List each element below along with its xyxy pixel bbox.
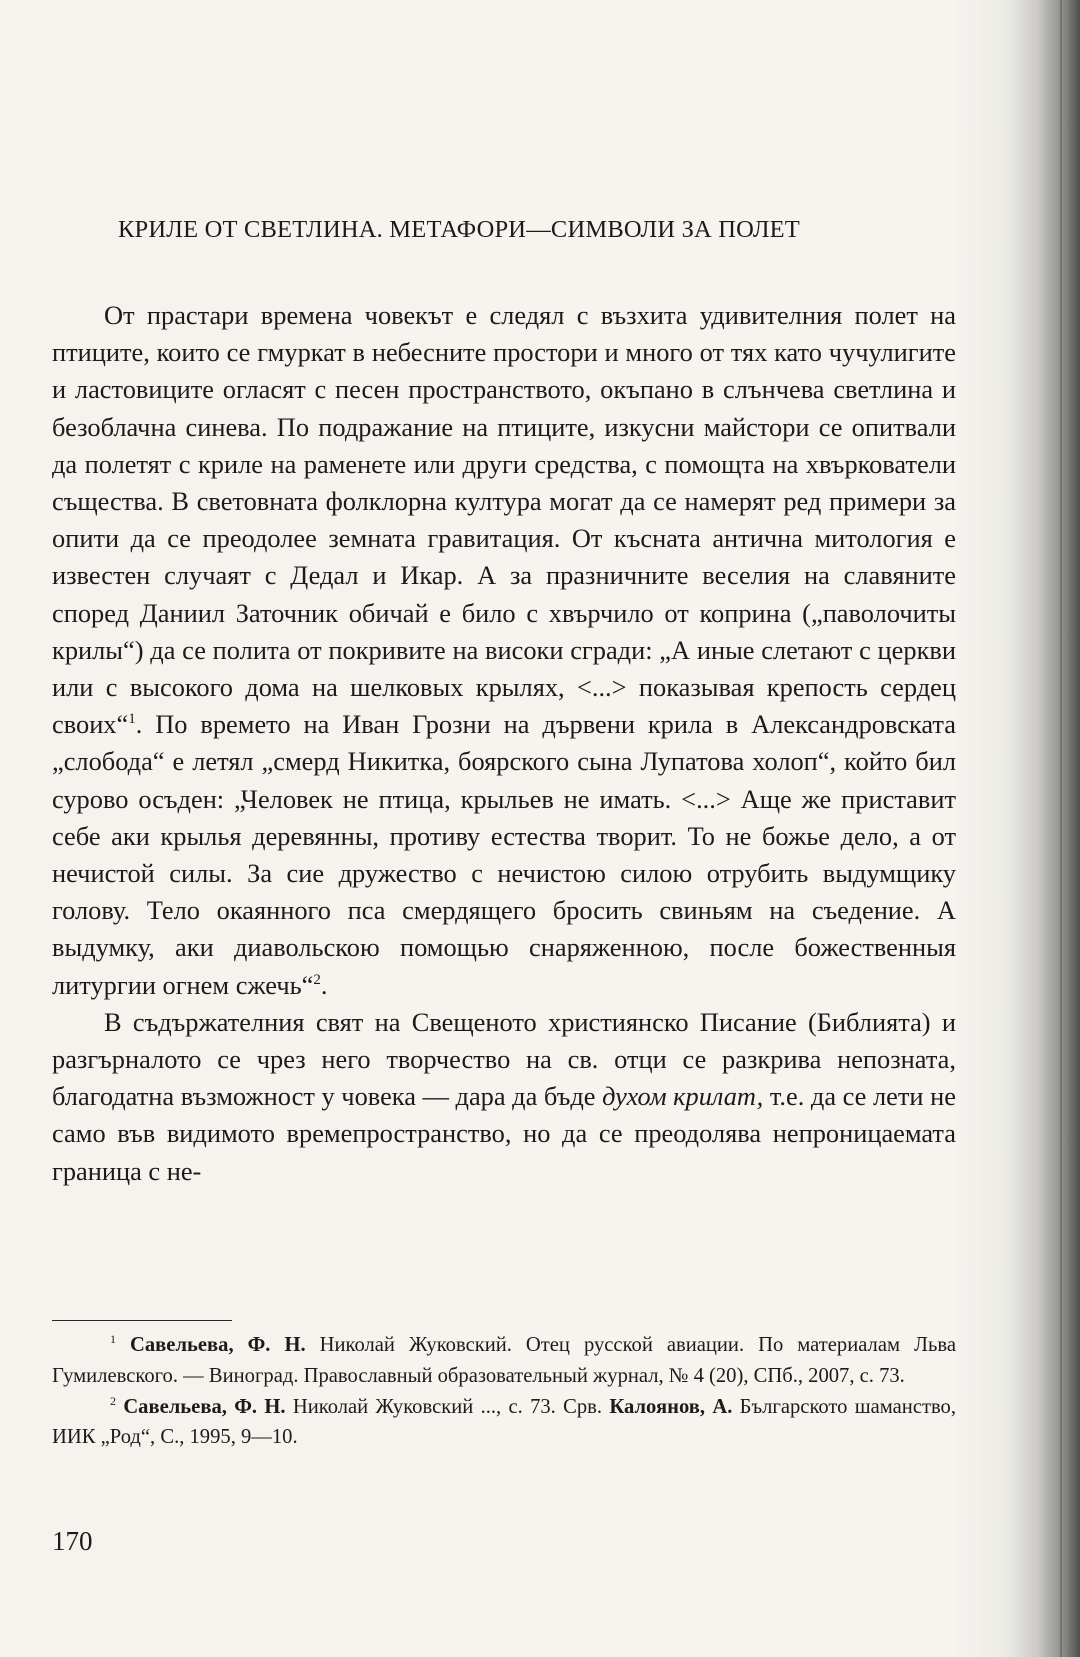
- footnote-1-marker: 1: [110, 1332, 116, 1347]
- footnote-ref-2[interactable]: 2: [313, 971, 321, 988]
- page-edge: [1060, 0, 1062, 1657]
- footnote-2-marker: 2: [110, 1393, 116, 1408]
- paragraph-2-italic: духом крилат,: [602, 1081, 764, 1112]
- body-text: [52, 297, 956, 1190]
- gutter-shadow: [1010, 0, 1080, 1657]
- footnote-divider: [52, 1320, 232, 1321]
- paragraph-1-part-3: .: [320, 969, 328, 1000]
- paragraph-2-part-1: В съдържателния свят на Свещеното християнско Писание (Библията) и разгърналото се чрез него творчество на св. отци се разкрива непозната, благодатна възможност у човека — дара да бъде: [52, 1006, 956, 1112]
- paragraph-2: [52, 1004, 956, 1190]
- footnote-2-text-2: Българското шаманство, ИИК „Род“, С., 1995, 9—10.: [52, 1395, 956, 1449]
- paragraph-1-part-2: . По времето на Иван Грозни на дървени крила в Александровската „слобода“ е летял „смерд Никитка, боярского сына Лупатова холоп“, който бил сурово осъден: „Человек не птица, крыльев не имать. <...> Аще же приставит себе аки крылья деревянны, противу естества творит. То не божье дело, а от нечистой силы. За сие дружество с нечистою силою отрубить выдумщику голову. Тело окаянного пса смердящего бросить свиньям на съедение. А выдумку, аки диавольскою помощью снаряженною, после божественныя литургии огнем сжечь“: [52, 709, 956, 1000]
- footnote-2-author: Савельева, Ф. Н.: [123, 1395, 286, 1418]
- footnote-ref-1[interactable]: 1: [128, 711, 136, 728]
- chapter-heading: КРИЛЕ ОТ СВЕТЛИНА. МЕТАФОРИ—СИМВОЛИ ЗА ПОЛЕТ: [118, 216, 800, 243]
- footnote-2: [52, 1392, 956, 1454]
- paragraph-2-part-2: т.е. да се лети не само във видимото времепространство, но да се преодолява непроницаемата граница с не-: [52, 1081, 956, 1186]
- footnote-1-text: Николай Жуковский. Отец русской авиации. По материалам Льва Гумилевского. — Виноград. Православный образовательный журнал, № 4 (20), СПб., 2007, с. 73.: [52, 1334, 956, 1387]
- paragraph-1: [52, 297, 956, 1004]
- footnote-1: [52, 1330, 956, 1392]
- page-number: 170: [52, 1526, 93, 1556]
- paragraph-1-part-1: От прастари времена човекът е следял с възхита удивителния полет на птиците, които се гмуркат в небесните простори и много от тях като чучулигите и ластовиците огласят с песен пространството, окъпано в слънчева светлина и безоблачна синева. По подражание на птиците, изкусни майстори се опитвали да полетят с криле на раменете или други средства, с помощта на хвъркователи същества. В световната фолклорна култура могат да се намерят ред примери за опити да се преодолее земната гравитация. От късната антична митология е известен случаят с Дедал и Икар. А за празничните веселия на славяните според Даниил Заточник обичай е било с хвърчило от коприна („паволочиты крилы“) да се полита от покривите на високи сгради: „А иные слетают с церкви или с высокого дома на шелковых крылях, <...> показывая крепость сердец своих“: [52, 300, 956, 740]
- footnote-2-text-1: Николай Жуковский ..., с. 73. Срв.: [285, 1395, 610, 1418]
- footnote-2-author-2: Калоянов, А.: [609, 1395, 733, 1418]
- footnotes: [52, 1330, 956, 1453]
- footnote-1-author: Савельева, Ф. Н.: [130, 1334, 306, 1356]
